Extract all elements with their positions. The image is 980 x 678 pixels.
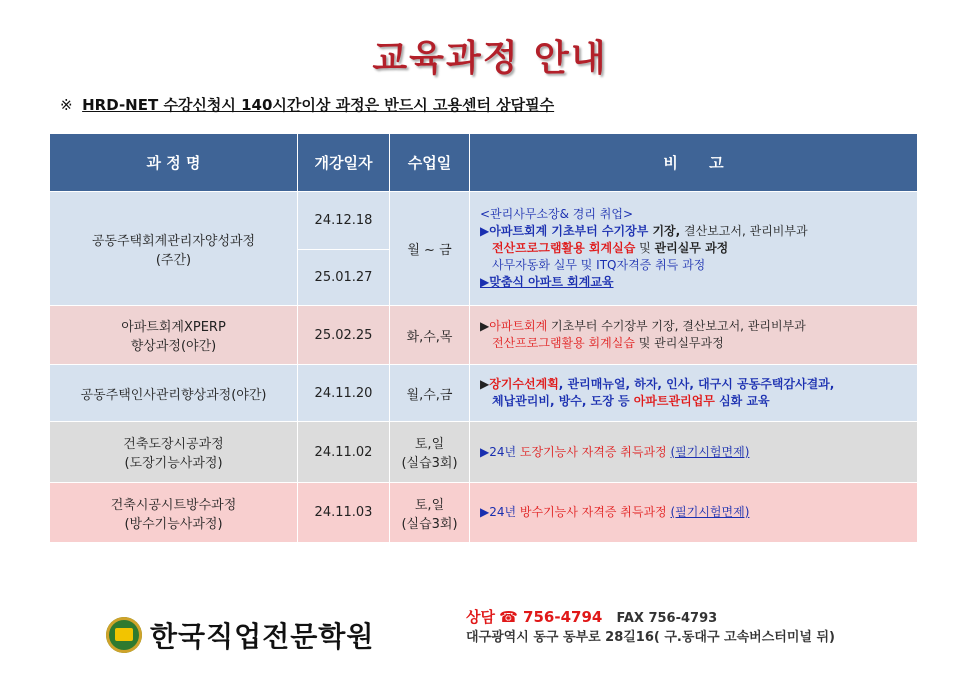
remarks-text: 기장,: [648, 224, 681, 238]
class-days: [390, 483, 470, 543]
start-date: 24.11.03: [298, 483, 390, 543]
start-date: 24.11.20: [298, 365, 390, 422]
remarks-text: 체납관리비, 방수, 도장 등: [492, 394, 634, 408]
academy-logo: [106, 615, 374, 655]
header-start-date: 개강일자: [298, 134, 390, 192]
page-title: 교육과정 안내: [372, 38, 608, 79]
contact-info: [466, 608, 835, 647]
remarks-highlight: 전산프로그램활용 회계실습: [492, 241, 636, 255]
table-row: [50, 483, 918, 543]
class-days: [390, 422, 470, 483]
remarks-text: (필기시험면제): [670, 505, 750, 519]
notice-mark: ※: [60, 96, 73, 114]
header-course-name: 과 정 명: [50, 134, 298, 192]
start-date: 25.01.27: [298, 250, 390, 306]
class-days: 화,수,목: [390, 306, 470, 365]
remarks-line: [480, 240, 907, 257]
remarks-highlight: ▶아파트회계 기초부터 수기장부: [480, 224, 649, 238]
academy-name: 한국직업전문학원: [150, 620, 375, 653]
course-name: [50, 483, 298, 543]
start-date: 24.11.02: [298, 422, 390, 483]
remarks-text: 기초부터 수기장부 기장, 결산보고서, 관리비부과: [547, 319, 806, 333]
remarks-line: [480, 335, 907, 352]
remarks: [470, 422, 918, 483]
table-row: [50, 422, 918, 483]
remarks-text: ▶24년: [480, 444, 520, 459]
table-row: [50, 192, 918, 250]
table-row: [50, 365, 918, 422]
course-name-line: 건축시공시트방수과정: [110, 497, 237, 513]
course-name: [50, 422, 298, 483]
table-header: [50, 134, 918, 192]
remarks-text: ▶24년: [480, 505, 520, 519]
remarks-highlight: 아파트관리업무: [633, 394, 715, 408]
remarks-text: 결산보고서, 관리비부과: [680, 224, 808, 238]
address: 대구광역시 동구 동부로 28길16( 구.동대구 고속버스터미널 뒤): [466, 630, 835, 645]
book-emblem-icon: [106, 617, 142, 653]
remarks: [470, 306, 918, 365]
class-days-line: (실습3회): [401, 456, 458, 471]
course-name: [50, 306, 298, 365]
notice-text: HRD-NET 수강신청시 140시간이상 과정은 반드시 고용센터 상담필수: [82, 96, 555, 114]
course-name-line: 건축도장시공과정: [123, 437, 224, 452]
remarks-highlight: 전산프로그램활용 회계실습: [492, 336, 635, 350]
start-date: 25.02.25: [298, 306, 390, 365]
remarks: [470, 365, 918, 422]
remarks: [470, 483, 918, 543]
start-date: 24.12.18: [298, 192, 390, 250]
phone-number: ☎ 756-4794: [499, 608, 603, 626]
contact-line: [466, 608, 835, 628]
remarks-line: [480, 318, 907, 335]
course-name: 공동주택인사관리향상과정(야간): [50, 365, 298, 422]
class-days-line: (실습3회): [401, 516, 458, 532]
remarks-line: [480, 223, 907, 240]
remarks-highlight: 장기수선계획: [489, 377, 559, 391]
remarks-text: ▶: [480, 319, 490, 333]
course-name-line: (방수기능사과정): [124, 516, 223, 532]
course-name: [50, 192, 298, 306]
remarks-line: <관리사무소장& 경리 취업>: [480, 207, 634, 221]
course-table: [49, 133, 918, 543]
remarks-highlight: 도장기능사 자격증 취득과정: [519, 444, 667, 459]
remarks-highlight: 방수기능사 자격증 취득과정: [519, 505, 667, 519]
contact-label: 상담: [466, 608, 495, 626]
course-name-line: (도장기능사과정): [124, 456, 223, 471]
notice: [60, 94, 554, 115]
remarks: [470, 192, 918, 306]
remarks-highlight: 아파트회계: [489, 319, 548, 333]
class-days: 월,수,금: [390, 365, 470, 422]
remarks-text: ▶: [480, 377, 490, 391]
course-name-line: 향상과정(야간): [130, 339, 217, 354]
course-name-line: (주간): [155, 252, 192, 268]
class-days-line: 토,일: [414, 437, 445, 452]
remarks-text: 및: [635, 241, 655, 255]
table-row: [50, 306, 918, 365]
course-name-line: 아파트회계XPERP: [121, 320, 226, 335]
remarks-text: 관리실무 과정: [654, 241, 729, 255]
remarks-line: [480, 376, 907, 393]
remarks-text: 심화 교육: [714, 394, 770, 408]
remarks-line: 사무자동화 실무 및 ITQ자격증 취득 과정: [492, 258, 706, 272]
class-days: 월 ~ 금: [390, 192, 470, 306]
class-days-line: 토,일: [414, 497, 445, 513]
course-name-line: 공동주택회계관리자양성과정: [91, 233, 256, 249]
remarks-text: 및 관리실무과정: [634, 336, 724, 350]
header-remarks: 비 고: [470, 134, 918, 192]
remarks-text: , 관리매뉴얼, 하자, 인사, 대구시 공동주택감사결과,: [558, 377, 835, 391]
fax-number: FAX 756-4793: [616, 611, 718, 626]
remarks-line: [480, 393, 907, 410]
header-class-days: 수업일: [390, 134, 470, 192]
remarks-text: (필기시험면제): [670, 444, 750, 459]
remarks-line: ▶맞춤식 아파트 회계교육: [480, 275, 614, 289]
